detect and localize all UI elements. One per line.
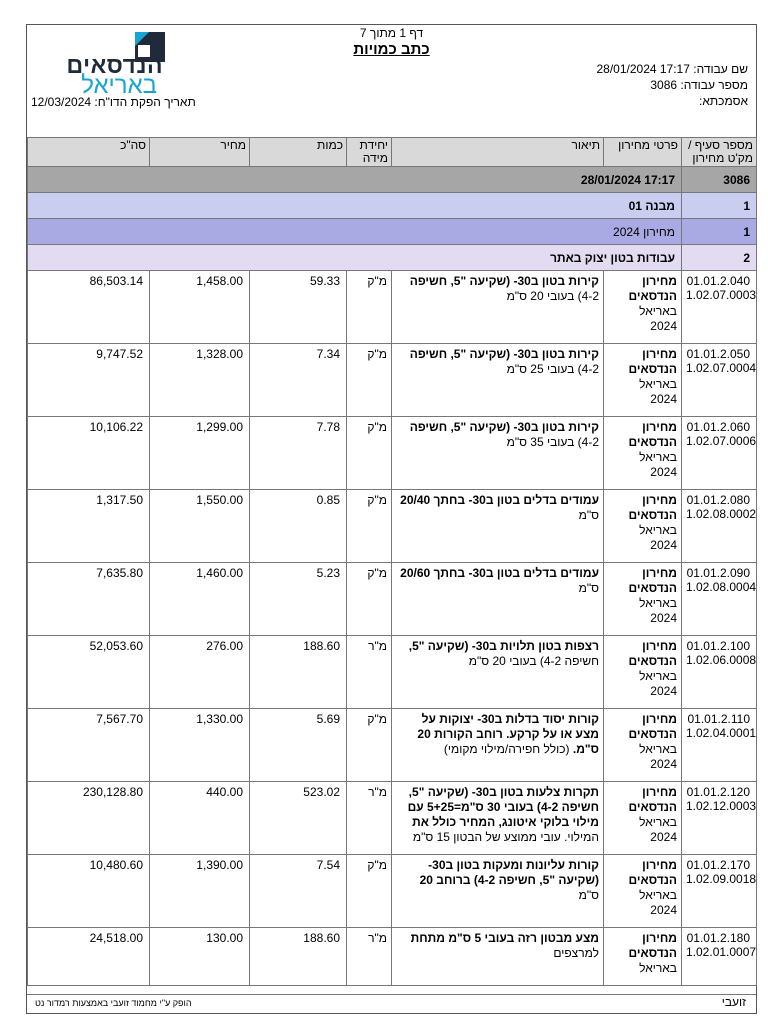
item-source — [604, 782, 682, 855]
table-row — [28, 782, 757, 855]
item-source — [604, 344, 682, 417]
item-description-main: קורות עליונות ומעקות בטון ב30- (שקיעה "5, חשיפה 4-2) ברוחב 20 — [419, 858, 599, 887]
item-quantity: 7.78 — [250, 417, 347, 490]
item-price: 1,458.00 — [150, 271, 250, 344]
item-code-primary: 01.01.2.120 — [686, 785, 750, 799]
job-name-label: שם עבודה: — [693, 62, 748, 76]
job-number-row — [650, 78, 748, 92]
item-price: 1,550.00 — [150, 490, 250, 563]
source-line: הנדסאים — [628, 654, 677, 668]
item-code — [682, 344, 757, 417]
item-quantity: 188.60 — [250, 636, 347, 709]
item-code-primary: 01.01.2.100 — [686, 639, 750, 653]
item-description — [392, 709, 604, 782]
table-row — [28, 271, 757, 344]
item-description-main: עמודים בדלים בטון ב30- בחתך 20/40 — [400, 493, 599, 507]
col-source: פרטי מחירון — [604, 138, 682, 167]
item-description — [392, 417, 604, 490]
source-line: 2024 — [650, 465, 677, 479]
source-line: 2024 — [650, 757, 677, 771]
source-line: מחירון — [642, 347, 677, 361]
item-description-rest: 4-2) בעובי 25 ס"מ — [506, 362, 599, 376]
item-total: 1,317.50 — [28, 490, 150, 563]
job-number-value: 3086 — [650, 78, 678, 92]
item-code-catalog: 1.02.12.0003 — [686, 799, 757, 813]
item-description — [392, 490, 604, 563]
source-line: 2024 — [650, 903, 677, 917]
item-price: 130.00 — [150, 928, 250, 986]
source-line: מחירון — [642, 785, 677, 799]
col-total: סה"כ — [28, 138, 150, 167]
table-row — [28, 490, 757, 563]
item-description-rest: ס"מ — [578, 888, 599, 902]
item-code-catalog: 1.02.07.0003 — [686, 288, 757, 302]
item-description-main: רצפות בטון תלויות ב30- (שקיעה "5, — [408, 639, 599, 653]
source-line: הנדסאים — [628, 873, 677, 887]
item-quantity: 59.33 — [250, 271, 347, 344]
item-description — [392, 928, 604, 986]
table-row — [28, 417, 757, 490]
reference-row — [699, 94, 748, 108]
col-price: מחיר — [150, 138, 250, 167]
reference-label: אסמכתא: — [699, 94, 748, 108]
source-line: באריאל — [639, 815, 677, 829]
item-total: 52,053.60 — [28, 636, 150, 709]
band-label: 28/01/2024 17:17 — [28, 167, 682, 193]
source-line: מחירון — [642, 274, 677, 288]
item-total: 9,747.52 — [28, 344, 150, 417]
item-price: 1,328.00 — [150, 344, 250, 417]
page-info: דף 1 מתוך 7 — [359, 26, 424, 40]
col-description: תיאור — [392, 138, 604, 167]
source-line: באריאל — [639, 377, 677, 391]
company-logo — [35, 32, 165, 99]
item-quantity: 523.02 — [250, 782, 347, 855]
table-row — [28, 855, 757, 928]
source-line: באריאל — [639, 742, 677, 756]
item-description-rest: (כולל חפירה/מילוי מקומי) — [443, 742, 570, 756]
item-code-catalog: 1.02.08.0004 — [686, 580, 757, 594]
band-chapter — [28, 245, 757, 271]
item-code-primary: 01.01.2.080 — [686, 493, 750, 507]
job-name-value: 28/01/2024 17:17 — [596, 62, 690, 76]
source-line: 2024 — [650, 538, 677, 552]
item-description-main: קירות בטון ב30- (שקיעה "5, חשיפה — [409, 420, 599, 434]
source-line: הנדסאים — [628, 435, 677, 449]
item-code-primary: 01.01.2.050 — [686, 347, 750, 361]
source-line: באריאל — [639, 304, 677, 318]
item-unit: מ"ק — [347, 563, 392, 636]
item-source — [604, 636, 682, 709]
page-title: כתב כמויות — [353, 41, 430, 58]
item-code — [682, 928, 757, 986]
item-description — [392, 855, 604, 928]
item-unit: מ"ק — [347, 709, 392, 782]
item-total: 7,567.70 — [28, 709, 150, 782]
band-num: 2 — [682, 245, 757, 271]
source-line: מחירון — [642, 566, 677, 580]
footer-produced-by: הופק ע"י מחמוד זועבי באמצעות רמדור נט — [35, 998, 192, 1008]
item-source — [604, 709, 682, 782]
item-total: 10,106.22 — [28, 417, 150, 490]
item-code-primary: 01.01.2.060 — [686, 420, 750, 434]
item-total: 10,480.60 — [28, 855, 150, 928]
item-unit: מ"ר — [347, 782, 392, 855]
item-description — [392, 563, 604, 636]
source-line: באריאל — [639, 961, 677, 975]
source-line: מחירון — [642, 493, 677, 507]
job-name-row — [596, 62, 748, 76]
source-line: מחירון — [642, 712, 677, 726]
item-unit: מ"ר — [347, 636, 392, 709]
item-source — [604, 417, 682, 490]
item-source — [604, 855, 682, 928]
source-line: מחירון — [642, 858, 677, 872]
item-code — [682, 563, 757, 636]
item-unit: מ"ר — [347, 928, 392, 986]
table-row — [28, 928, 757, 986]
footer-divider — [27, 994, 756, 995]
source-line: הנדסאים — [628, 362, 677, 376]
source-line: הנדסאים — [628, 581, 677, 595]
band-num: 1 — [682, 193, 757, 219]
item-description-main: קירות בטון ב30- (שקיעה "5, חשיפה — [409, 274, 599, 288]
item-code — [682, 709, 757, 782]
item-source — [604, 490, 682, 563]
item-code — [682, 855, 757, 928]
item-price: 1,330.00 — [150, 709, 250, 782]
item-description-rest: למרצפים — [553, 946, 599, 960]
source-line: מחירון — [642, 931, 677, 945]
item-unit: מ"ק — [347, 344, 392, 417]
band-num: 3086 — [682, 167, 757, 193]
table-row — [28, 709, 757, 782]
item-price: 1,299.00 — [150, 417, 250, 490]
item-code-primary: 01.01.2.170 — [686, 858, 750, 872]
report-frame — [26, 24, 757, 1014]
item-description-main: מצע מבטון רזה בעובי 5 ס"מ מתחת — [410, 931, 599, 945]
source-line: הנדסאים — [628, 727, 677, 741]
item-code-primary: 01.01.2.180 — [686, 931, 750, 945]
logo-line1: הנדסאים — [66, 52, 163, 78]
item-description-main: עמודים בדלים בטון ב30- בחתך 20/60 — [400, 566, 599, 580]
item-code-catalog: 1.02.06.0008 — [686, 653, 757, 667]
band-label: מחירון 2024 — [28, 219, 682, 245]
item-price: 1,390.00 — [150, 855, 250, 928]
item-code-primary: 01.01.2.110 — [687, 712, 750, 726]
source-line: הנדסאים — [628, 508, 677, 522]
report-date: תאריך הפקת הדו"ח: 12/03/2024 — [31, 95, 196, 109]
item-price: 276.00 — [150, 636, 250, 709]
item-description-main: תקרות צלעות בטון ב30- (שקיעה "5, חשיפה 4-2) בעובי 30 ס"מ=5+25 עם מילוי בלוקי איטונג, המחיר כולל את — [407, 785, 599, 829]
item-price: 1,460.00 — [150, 563, 250, 636]
item-description-rest: המילוי. עובי ממוצע של הבטון 15 ס"מ — [412, 830, 599, 844]
source-line: הנדסאים — [628, 946, 677, 960]
item-source — [604, 928, 682, 986]
item-quantity: 188.60 — [250, 928, 347, 986]
item-code-catalog: 1.02.09.0018 — [686, 872, 757, 886]
item-total: 24,518.00 — [28, 928, 150, 986]
item-code-primary: 01.01.2.090 — [686, 566, 750, 580]
logo-line2: באריאל — [81, 72, 157, 99]
item-quantity: 7.54 — [250, 855, 347, 928]
source-line: מחירון — [642, 420, 677, 434]
source-line: באריאל — [639, 888, 677, 902]
item-code-catalog: 1.02.04.0001 — [686, 726, 757, 740]
item-price: 440.00 — [150, 782, 250, 855]
band-building — [28, 193, 757, 219]
item-quantity: 5.23 — [250, 563, 347, 636]
job-number-label: מספר עבודה: — [680, 78, 748, 92]
col-unit: יחידת מידה — [347, 138, 392, 167]
item-code-catalog: 1.02.07.0004 — [686, 361, 757, 375]
source-line: 2024 — [650, 392, 677, 406]
item-code — [682, 636, 757, 709]
item-description-rest: ס"מ — [578, 508, 599, 522]
item-description — [392, 782, 604, 855]
band-label: עבודות בטון יצוק באתר — [28, 245, 682, 271]
item-description-rest: 4-2) בעובי 20 ס"מ — [506, 289, 599, 303]
item-code — [682, 417, 757, 490]
item-description-rest: 4-2) בעובי 35 ס"מ — [506, 435, 599, 449]
item-unit: מ"ק — [347, 855, 392, 928]
band-num: 1 — [682, 219, 757, 245]
item-code-catalog: 1.02.01.0007 — [686, 945, 757, 959]
col-code: מספר סעיף / מק'ט מחירון — [682, 138, 757, 167]
item-description-rest: חשיפה 4-2) בעובי 20 ס"מ — [468, 654, 599, 668]
source-line: באריאל — [639, 523, 677, 537]
item-description-rest: ס"מ — [578, 581, 599, 595]
table-row — [28, 636, 757, 709]
source-line: באריאל — [639, 450, 677, 464]
item-source — [604, 563, 682, 636]
band-job — [28, 167, 757, 193]
item-code — [682, 271, 757, 344]
source-line: 2024 — [650, 319, 677, 333]
item-description — [392, 271, 604, 344]
table-row — [28, 344, 757, 417]
source-line: 2024 — [650, 830, 677, 844]
item-unit: מ"ק — [347, 417, 392, 490]
table-header — [28, 138, 757, 167]
item-description-main: קורות יסוד בדלות ב30- יצוקות על מצע או על קרקע. רוחב הקורות 20 ס"מ. — [417, 712, 599, 756]
item-description — [392, 636, 604, 709]
source-line: 2024 — [650, 611, 677, 625]
item-total: 7,635.80 — [28, 563, 150, 636]
source-line: הנדסאים — [628, 289, 677, 303]
source-line: באריאל — [639, 669, 677, 683]
item-description — [392, 344, 604, 417]
item-unit: מ"ק — [347, 490, 392, 563]
item-rows — [28, 271, 757, 986]
band-label: מבנה 01 — [28, 193, 682, 219]
footer-user: זועבי — [721, 995, 746, 1009]
item-code — [682, 782, 757, 855]
item-code — [682, 490, 757, 563]
col-quantity: כמות — [250, 138, 347, 167]
item-unit: מ"ק — [347, 271, 392, 344]
source-line: מחירון — [642, 639, 677, 653]
item-quantity: 0.85 — [250, 490, 347, 563]
item-code-catalog: 1.02.08.0002 — [686, 507, 757, 521]
band-pricelist — [28, 219, 757, 245]
item-code-primary: 01.01.2.040 — [686, 274, 750, 288]
item-source — [604, 271, 682, 344]
item-total: 230,128.80 — [28, 782, 150, 855]
item-quantity: 5.69 — [250, 709, 347, 782]
quantities-table — [27, 137, 757, 986]
source-line: הנדסאים — [628, 800, 677, 814]
item-quantity: 7.34 — [250, 344, 347, 417]
item-code-catalog: 1.02.07.0006 — [686, 434, 757, 448]
item-total: 86,503.14 — [28, 271, 150, 344]
source-line: באריאל — [639, 596, 677, 610]
table-row — [28, 563, 757, 636]
source-line: 2024 — [650, 684, 677, 698]
item-description-main: קירות בטון ב30- (שקיעה "5, חשיפה — [409, 347, 599, 361]
